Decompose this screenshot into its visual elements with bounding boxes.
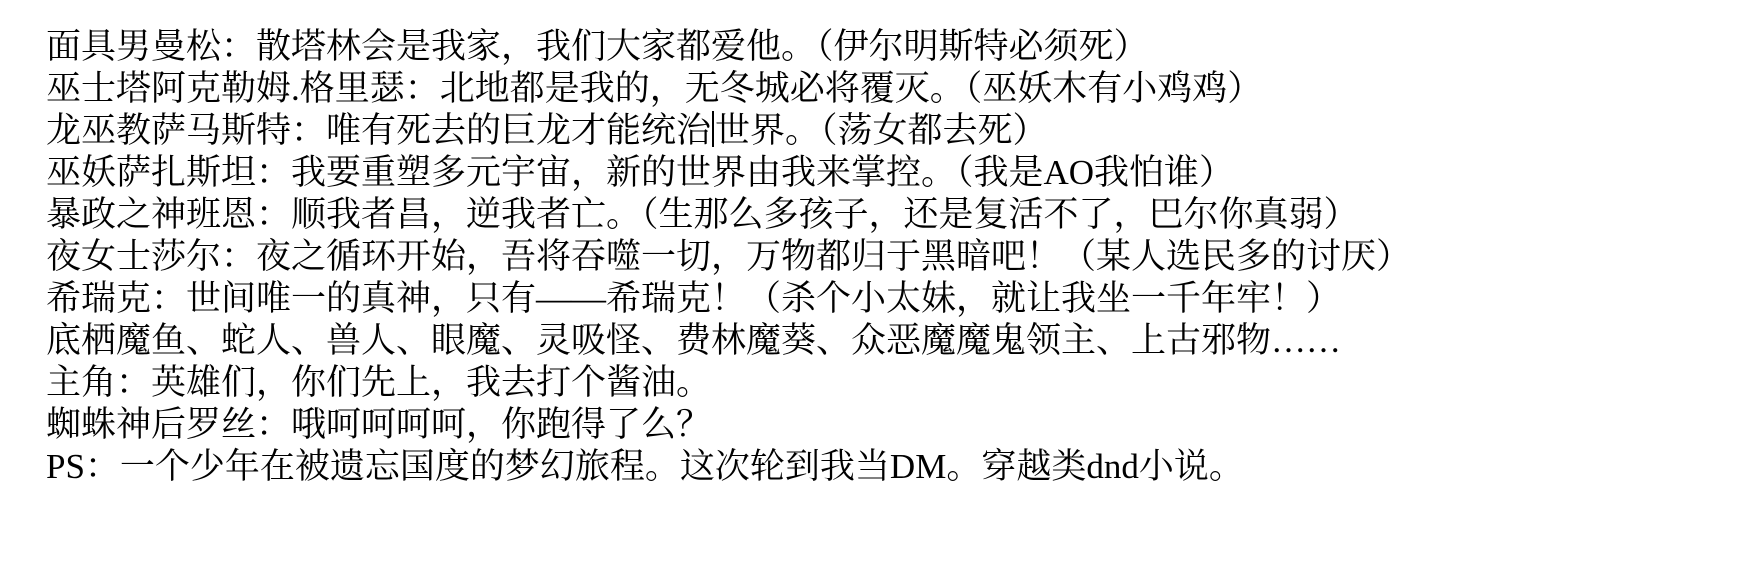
text-line: 面具男曼松：散塔林会是我家，我们大家都爱他。（伊尔明斯特必须死） [46,27,1149,66]
text-cursor [712,111,714,147]
text-line: 暴政之神班恩：顺我者昌，逆我者亡。（生那么多孩子，还是复活不了，巴尔你真弱） [46,195,1359,234]
text-line: 主角：英雄们，你们先上，我去打个酱油。 [46,363,712,402]
text-line: 蜘蛛神后罗丝：哦呵呵呵呵，你跑得了么？ [46,405,712,444]
text-line [46,110,1745,152]
text-line: 巫妖萨扎斯坦：我要重塑多元宇宙，新的世界由我来掌控。（我是AO我怕谁） [46,153,1235,192]
text-line-segment: 龙巫教萨马斯特：唯有死去的巨龙才能统治 [46,111,712,150]
text-line: PS：一个少年在被遗忘国度的梦幻旅程。这次轮到我当DM。穿越类dnd小说。 [46,447,1244,486]
text-line-segment: 世界。（荡女都去死） [715,111,1048,150]
text-line: 巫士塔阿克勒姆.格里瑟：北地都是我的，无冬城必将覆灭。（巫妖木有小鸡鸡） [46,69,1263,108]
text-line: 夜女士莎尔：夜之循环开始，吾将吞噬一切，万物都归于黑暗吧！（某人选民多的讨厌） [46,237,1412,276]
text-line: 底栖魔鱼、蛇人、兽人、眼魔、灵吸怪、费林魔葵、众恶魔魔鬼领主、上古邪物…… [46,321,1342,360]
text-line: 希瑞克：世间唯一的真神，只有——希瑞克！（杀个小太妹，就让我坐一千年牢！） [46,279,1342,318]
